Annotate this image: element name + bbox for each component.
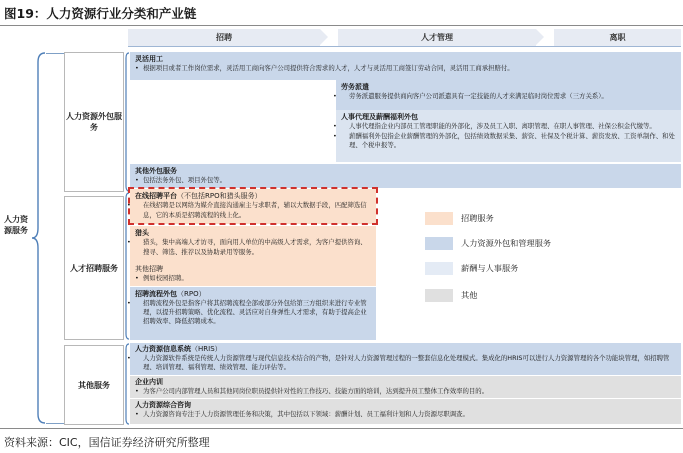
bullet-icon: •	[127, 354, 131, 362]
bullet-icon: •	[135, 176, 139, 184]
headhunting-box	[127, 226, 376, 262]
category-outsourcing: 人力资源外包服务	[64, 52, 124, 192]
footer-divider	[0, 428, 683, 429]
personnel-agency-box	[333, 110, 681, 162]
source-note: 资料来源：CIC，国信证券经济研究所整理	[4, 436, 210, 449]
box-title: 人力资源综合咨询	[135, 401, 191, 409]
box-text: • 猎头，集中高端人才访寻，面向用人单位的中高级人才需求，为客户提供咨询、搜寻、筛选、推荐以及协助录用等服务。	[127, 238, 367, 256]
bullet-icon: •	[333, 92, 337, 100]
phase-baseline	[128, 46, 681, 47]
phase-recruit	[128, 29, 320, 46]
rpo-box	[127, 287, 376, 340]
phase-label: 人才管理	[421, 33, 453, 42]
box-text: • 人力资源软件系统是传统人力资源管理与现代信息技术结合的产物，是针对人力资源管理过程的一整套信息化处理模式。集成化的HRIS可以进行人力资源管理的各个功能块管理，如招聘管理、培训管理、福利管理、绩效管理、能力评估等。	[127, 354, 670, 371]
bullet-icon: •	[333, 131, 337, 140]
title-divider	[0, 25, 683, 26]
legend-swatch-payroll	[425, 262, 453, 275]
brace-arm	[46, 53, 64, 54]
legend-label-payroll: 薪酬与人事服务	[461, 263, 519, 273]
bullet-icon: •	[333, 122, 337, 130]
figure-title: 图19：人力资源行业分类和产业链	[4, 6, 197, 21]
highlight-frame	[128, 187, 378, 225]
box-text: • 在线招聘是以网络为媒介直接沟通雇主与求职者，辅以大数据手段，匹配筛选信息，它的本质是招聘流程的线上化。	[127, 201, 367, 219]
labor-dispatch-box	[333, 80, 681, 110]
legend-label-outsourcing: 人力资源外包和管理服务	[461, 238, 552, 248]
box-title: 其他外包服务	[135, 167, 177, 175]
bullet-icon: •	[127, 238, 131, 246]
other-recruitment-box	[130, 262, 376, 286]
legend-swatch-outsourcing	[425, 237, 453, 250]
bullet-icon: •	[135, 387, 139, 395]
bullet-icon: •	[135, 274, 139, 282]
legend-swatch-recruit	[425, 212, 453, 225]
chevron-icon	[536, 29, 544, 45]
chevron-gap-icon	[330, 29, 338, 45]
other-outsourcing-box	[130, 164, 681, 188]
category-recruitment: 人才招聘服务	[64, 196, 124, 340]
box-text: • 招聘流程外包是指客户将其招聘流程全部或部分外包给第三方组织来进行专业管理，以提升招聘策略、优化流程、灵活应对自身弹性人才需求，有助于提高企业招聘效率、降低招聘成本。	[127, 299, 367, 325]
root-category-label: 人力资源服务	[4, 215, 28, 235]
hris-box	[127, 343, 681, 375]
bullet-icon: •	[135, 410, 139, 418]
phase-departure	[554, 29, 681, 46]
category-other: 其他服务	[64, 345, 124, 425]
box-title: 劳务派遣	[341, 83, 369, 91]
box-title: 企业内训	[135, 378, 163, 386]
legend-swatch-other	[425, 289, 453, 302]
legend-label-recruit: 招聘服务	[461, 213, 494, 223]
box-title: 猎头	[135, 229, 149, 237]
box-text: • 人事代理指企业内部员工管理职能的外部化，涉及员工入职、离职管理、在职人事管理、社保公积金代缴等。	[333, 122, 656, 130]
corporate-training-box	[130, 376, 681, 398]
phase-talent-management	[338, 29, 536, 46]
box-text: • 劳务派遣服务提供商向客户公司派遣具有一定技能的人才来满足临时岗位需求（三方关系）。	[333, 92, 608, 100]
chevron-icon	[320, 29, 328, 45]
box-title: 人力资源信息系统（HRIS）	[135, 345, 222, 353]
bullet-icon: •	[127, 201, 131, 209]
box-text: • 人力资源咨询专注于人力资源管理任务和决策，其中包括以下领域：薪酬计划、员工福利计划和人力资源尽职调查。	[135, 410, 469, 418]
box-text: • 例如校园招聘。	[135, 274, 188, 282]
bullet-icon: •	[127, 299, 131, 307]
box-title: 在线招聘平台（不包括RPO和猎头服务）	[135, 192, 262, 200]
box-text: • 为客户公司内部管理人员和其他同岗位职员提供针对性的工作技巧、技能方面的培训，达到提升员工整体工作效率的目的。	[135, 387, 489, 395]
bullet-icon: •	[135, 64, 139, 72]
box-title: 人事代理及薪酬福利外包	[341, 113, 418, 121]
box-text: • 根据项目或者工作岗位需求，灵活用工商向客户公司提供符合需求的人才，人才与灵活用工商签订劳动合同，灵活用工商承担赔付。	[135, 64, 514, 72]
root-brace	[32, 52, 46, 424]
brace-arm	[46, 423, 64, 424]
chevron-gap-icon	[546, 29, 554, 45]
phase-label: 招聘	[216, 33, 232, 42]
phase-label: 离职	[609, 33, 626, 42]
flex-employment-box	[130, 52, 681, 80]
box-text: • 薪酬福利外包指企业薪酬管理的外部化，包括绩效数据采集、薪资、社保及个税计算、薪资发放、工资单制作、和处理、个税申报等。	[333, 131, 675, 149]
box-title: 其他招聘	[135, 265, 163, 273]
legend-label-other: 其他	[461, 290, 478, 300]
box-title: 招聘流程外包（RPO）	[135, 290, 206, 298]
box-title: 灵活用工	[135, 55, 163, 63]
box-text: • 包括法务外包、项目外包等。	[135, 176, 227, 184]
hr-consulting-box	[130, 399, 681, 424]
